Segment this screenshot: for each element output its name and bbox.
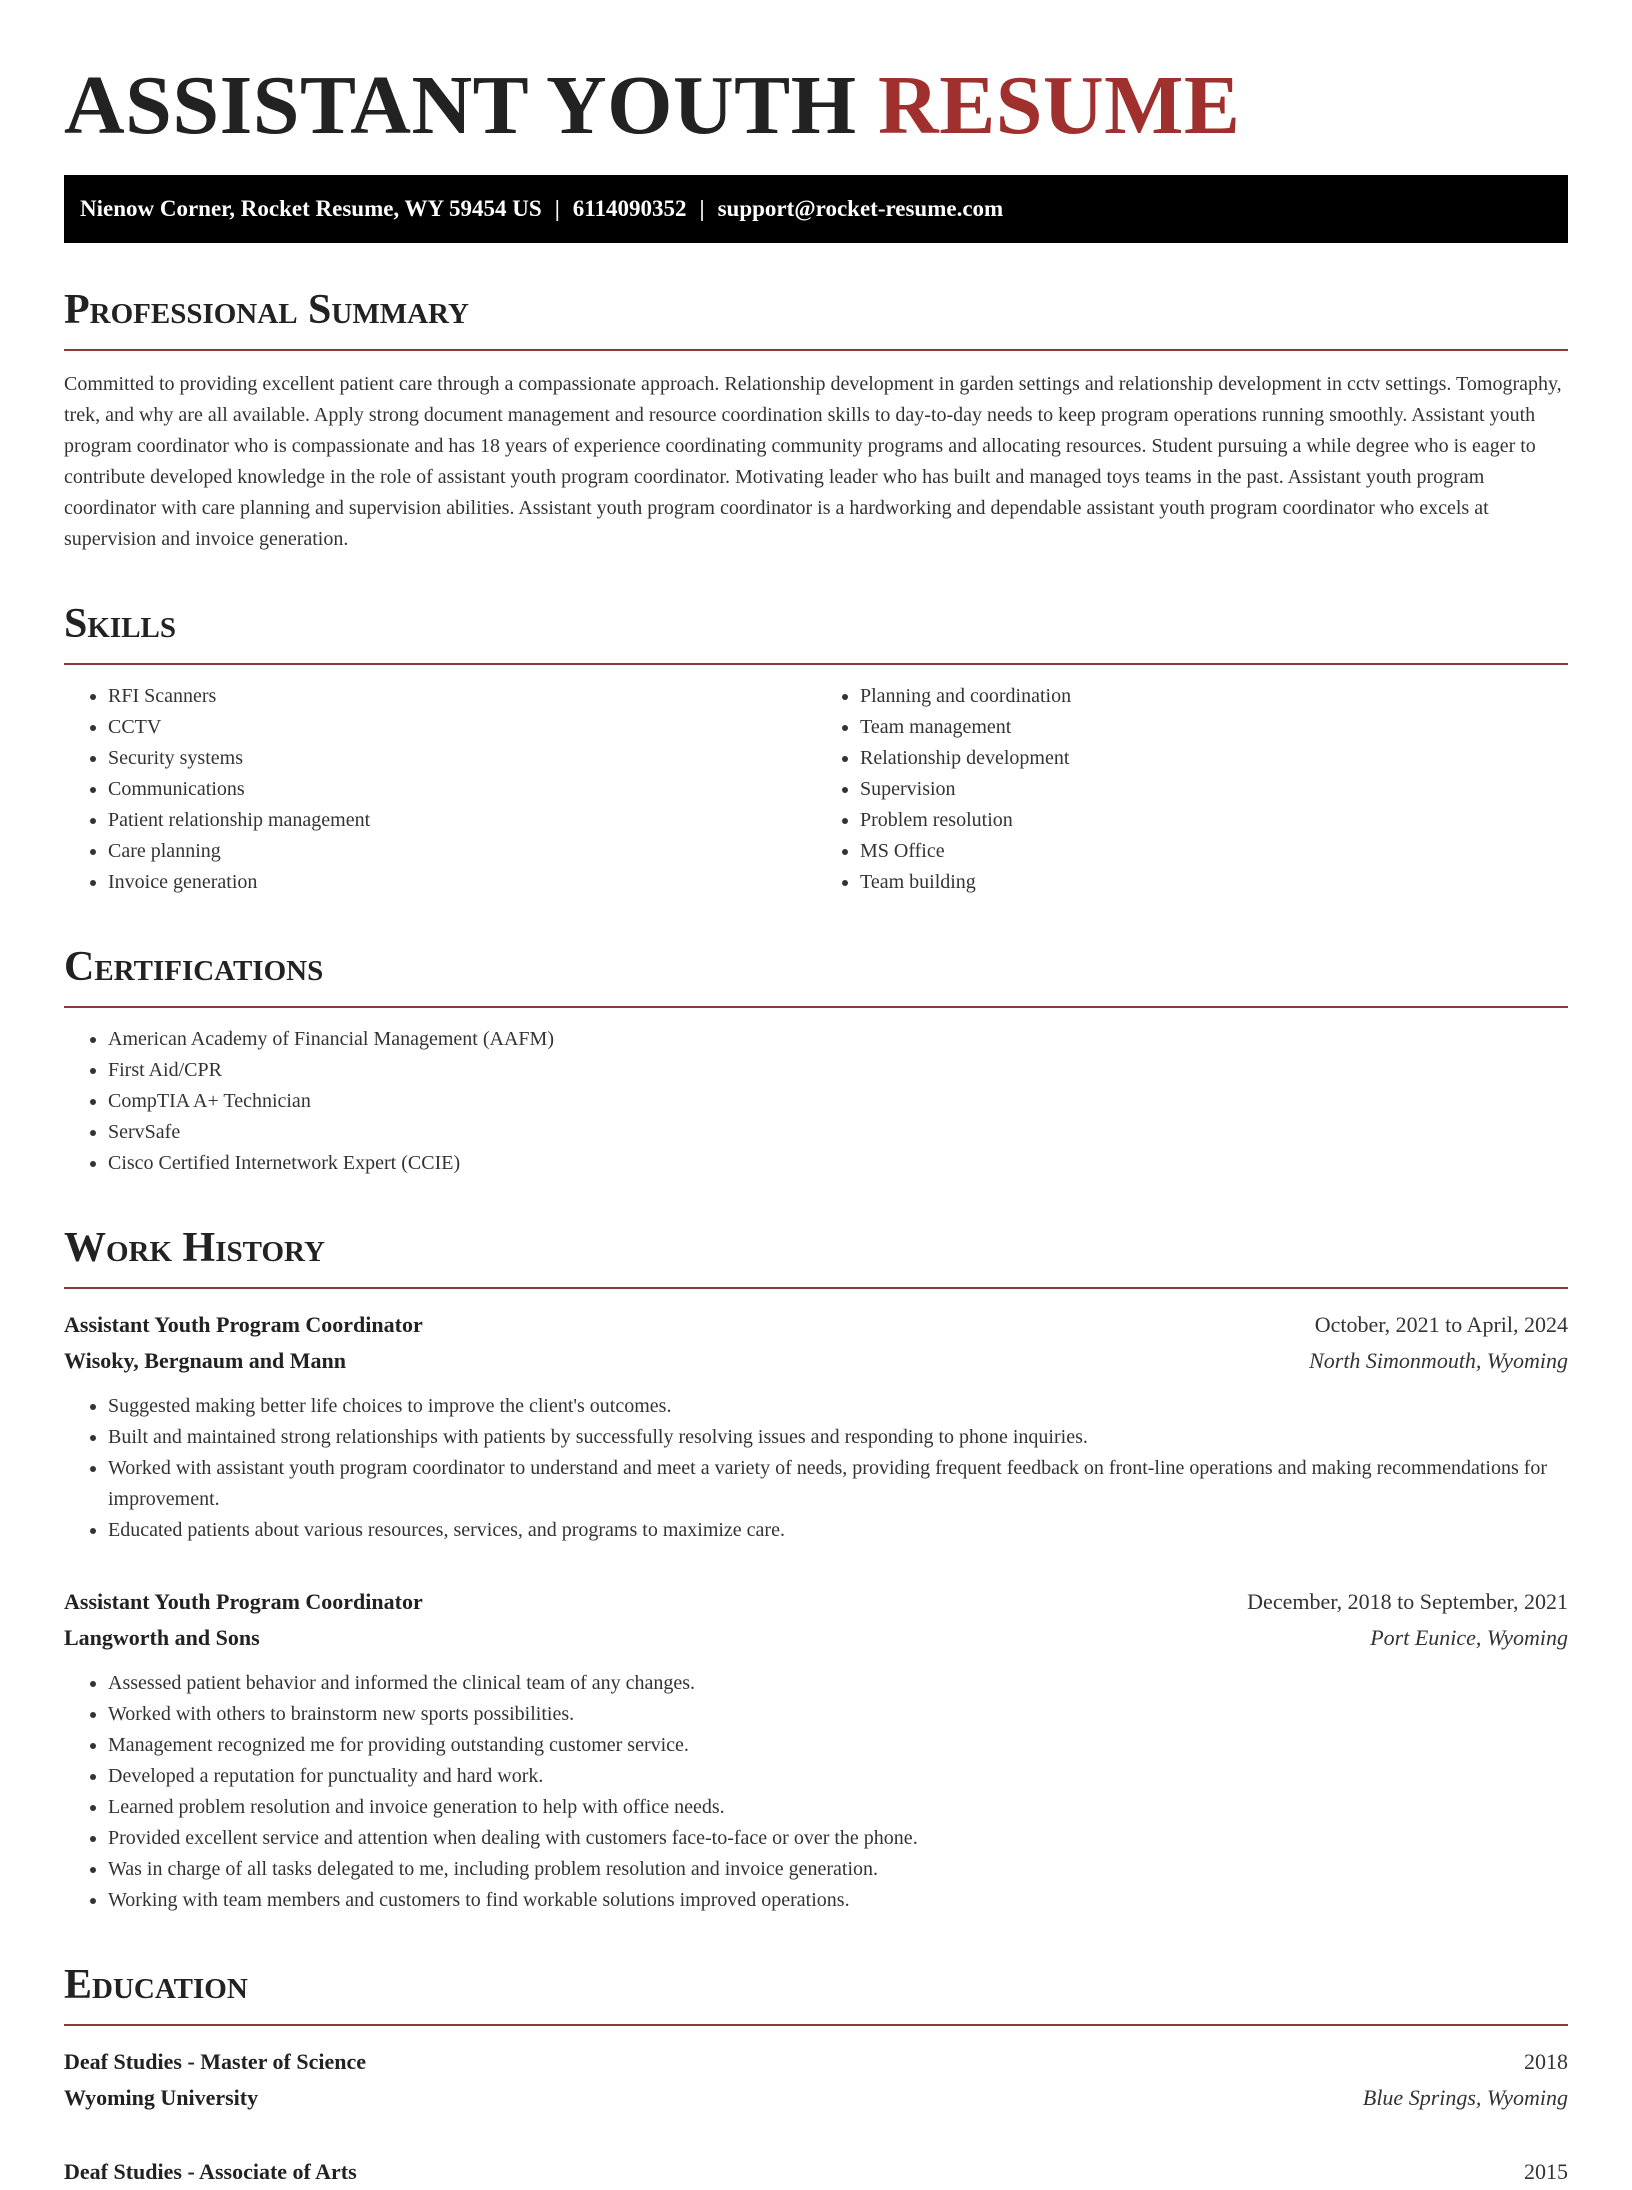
- summary-text: Committed to providing excellent patient care through a compassionate approach. Relationship development in garden settings and relationship development in cctv settings. Tomography, trek, and why are all available. Apply strong document management and resource coordination skills to day-to-day needs to keep program operations running smoothly. Assistant youth program coordinator who is compassionate and has 18 years of experience coordinating community programs and allocating resources. Student pursuing a while degree who is eager to contribute developed knowledge in the role of assistant youth program coordinator. Motivating leader who has built and managed toys teams in the past. Assistant youth program coordinator with care planning and supervision abilities. Assistant youth program coordinator is a hardworking and dependable assistant youth program coordinator who excels at supervision and invoice generation.: [64, 373, 1562, 550]
- certifications-section: [64, 942, 1568, 1179]
- job-bullet: • Assessed patient behavior and informed the clinical team of any changes.: [108, 1668, 1568, 1699]
- contact-separator: |: [699, 196, 705, 221]
- education-school: Wyoming University: [64, 2085, 259, 2110]
- job-bullet: • Was in charge of all tasks delegated to me, including problem resolution and invoice generation.: [108, 1854, 1568, 1885]
- job-bullet: • Provided excellent service and attention when dealing with customers face-to-face or over the phone.: [108, 1823, 1568, 1854]
- education-year: 2018: [1524, 2049, 1568, 2074]
- job-bullet: • Working with team members and customers to find workable solutions improved operations.: [108, 1885, 1568, 1916]
- job-title: Assistant Youth Program Coordinator: [64, 1589, 423, 1614]
- job-dates: October, 2021 to April, 2024: [1314, 1312, 1568, 1337]
- contact-address: Nienow Corner, Rocket Resume, WY 59454 US: [80, 196, 542, 221]
- summary-heading: Professional Summary: [64, 285, 1568, 351]
- job-location: Port Eunice, Wyoming: [1370, 1625, 1568, 1650]
- job-entry: [64, 1584, 1568, 1916]
- contact-phone: 6114090352: [572, 196, 687, 221]
- job-header-row: [64, 1307, 1568, 1343]
- job-company: Wisoky, Bergnaum and Mann: [64, 1348, 347, 1373]
- certification-item: • American Academy of Financial Management (AAFM): [108, 1024, 1568, 1055]
- contact-separator: |: [554, 196, 560, 221]
- skill-item: • Supervision: [860, 774, 1568, 805]
- skill-item: • Security systems: [108, 743, 816, 774]
- education-entry: [64, 2154, 1568, 2190]
- education-heading: Education: [64, 1960, 1568, 2026]
- skill-item: • CCTV: [108, 712, 816, 743]
- work-history-heading: Work History: [64, 1223, 1568, 1289]
- job-bullet: • Suggested making better life choices to improve the client's outcomes.: [108, 1391, 1568, 1422]
- education-degree: Deaf Studies - Associate of Arts: [64, 2159, 357, 2184]
- job-bullet: • Worked with others to brainstorm new sports possibilities.: [108, 1699, 1568, 1730]
- job-bullet: • Built and maintained strong relationships with patients by successfully resolving issues and responding to phone inquiries.: [108, 1422, 1568, 1453]
- education-header-row: [64, 2044, 1568, 2080]
- skill-item: • Patient relationship management: [108, 805, 816, 836]
- job-bullets: [64, 1668, 1568, 1916]
- job-location: North Simonmouth, Wyoming: [1309, 1348, 1568, 1373]
- skills-list-left: [64, 681, 816, 898]
- contact-email[interactable]: support@rocket-resume.com: [717, 196, 1004, 221]
- skills-list-right: [816, 681, 1568, 898]
- job-bullet: • Developed a reputation for punctuality and hard work.: [108, 1761, 1568, 1792]
- education-location: Blue Springs, Wyoming: [1362, 2085, 1568, 2110]
- work-history-section: [64, 1223, 1568, 1916]
- job-dates: December, 2018 to September, 2021: [1247, 1589, 1568, 1614]
- education-year: 2015: [1524, 2159, 1568, 2184]
- skill-item: • Planning and coordination: [860, 681, 1568, 712]
- skill-item: • Invoice generation: [108, 867, 816, 898]
- job-company-row: [64, 1620, 1568, 1656]
- certification-item: • First Aid/CPR: [108, 1055, 1568, 1086]
- certification-item: • ServSafe: [108, 1117, 1568, 1148]
- summary-section: [64, 285, 1568, 555]
- skill-item: • Care planning: [108, 836, 816, 867]
- job-entry: [64, 1307, 1568, 1546]
- contact-bar: [64, 175, 1568, 243]
- certifications-list: [64, 1024, 1568, 1179]
- title-accent: RESUME: [878, 59, 1241, 152]
- job-header-row: [64, 1584, 1568, 1620]
- education-section: [64, 1960, 1568, 2190]
- skill-item: • Communications: [108, 774, 816, 805]
- education-entry: [64, 2044, 1568, 2116]
- skill-item: • Problem resolution: [860, 805, 1568, 836]
- job-company-row: [64, 1343, 1568, 1379]
- skills-section: [64, 599, 1568, 898]
- education-header-row: [64, 2154, 1568, 2190]
- skill-item: • RFI Scanners: [108, 681, 816, 712]
- resume-title: [64, 56, 1568, 156]
- job-bullets: [64, 1391, 1568, 1546]
- job-company: Langworth and Sons: [64, 1625, 260, 1650]
- job-bullet: • Learned problem resolution and invoice generation to help with office needs.: [108, 1792, 1568, 1823]
- job-bullet: • Worked with assistant youth program coordinator to understand and meet a variety of needs, providing frequent feedback on front-line operations and making recommendations for improvement.: [108, 1453, 1568, 1515]
- job-bullet: • Educated patients about various resources, services, and programs to maximize care.: [108, 1515, 1568, 1546]
- skill-item: • Relationship development: [860, 743, 1568, 774]
- job-bullet: • Management recognized me for providing outstanding customer service.: [108, 1730, 1568, 1761]
- skill-item: • Team building: [860, 867, 1568, 898]
- certification-item: • Cisco Certified Internetwork Expert (CCIE): [108, 1148, 1568, 1179]
- title-main: ASSISTANT YOUTH: [64, 59, 857, 152]
- skills-heading: Skills: [64, 599, 1568, 665]
- education-degree: Deaf Studies - Master of Science: [64, 2049, 367, 2074]
- skill-item: • Team management: [860, 712, 1568, 743]
- certifications-heading: Certifications: [64, 942, 1568, 1008]
- skills-grid: [64, 681, 1568, 898]
- job-title: Assistant Youth Program Coordinator: [64, 1312, 423, 1337]
- skill-item: • MS Office: [860, 836, 1568, 867]
- education-school-row: [64, 2080, 1568, 2116]
- certification-item: • CompTIA A+ Technician: [108, 1086, 1568, 1117]
